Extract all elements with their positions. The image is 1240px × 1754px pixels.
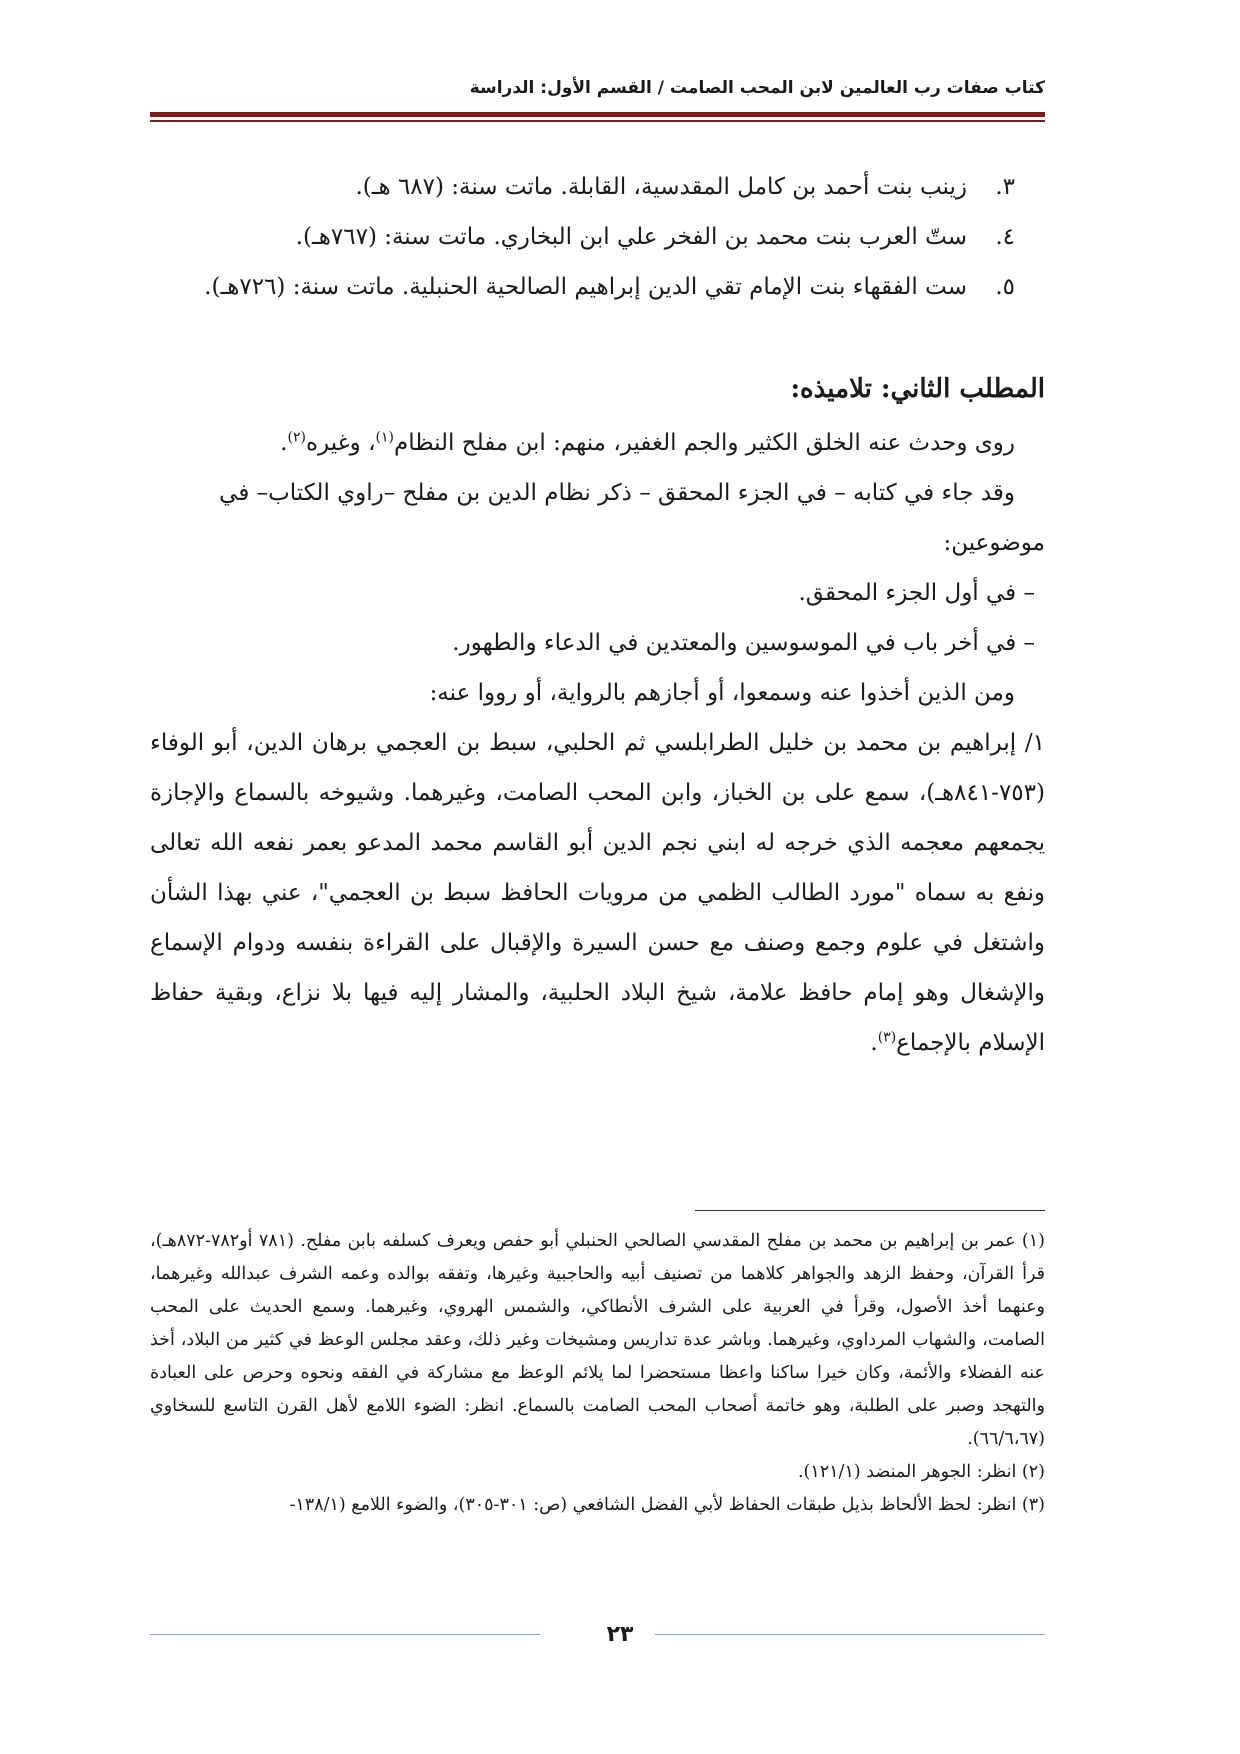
list-item-number: ٣. [995,174,1015,200]
running-header: كتاب صفات رب العالمين لابن المحب الصامت / القسم الأول: الدراسة [469,78,1045,98]
page-number: ٢٣ [606,1622,634,1647]
student-entry: ١/ إبراهيم بن محمد بن خليل الطرابلسي ثم الحلبي، سبط بن العجمي برهان الدين، أبو الوفاء (٧٥٣-٨٤١هـ)، سمع على بن الخباز، وابن المحب الصامت، وغيرهما. وشيوخه بالسماع والإجازة يجمعهم معجمه الذي خرجه له ابني نجم الدين أبو القاسم محمد المدعو بعمر نفعه الله تعالى ونفع به سماه "مورد الطالب الظمي من مرويات الحافظ سبط بن العجمي"، عني بهذا الشأن واشتغل في علوم وجمع وصنف مع حسن السيرة والإقبال على القراءة بنفسه ودوام الإسماع والإشغال وهو إمام حافظ علامة، شيخ البلاد الحلبية، والمشار إليه فيها بلا نزاع، وبقية حفاظ الإسلام بالإجماع$^{(٣)}$. [150,730,1045,1056]
header-rule-thin [150,120,1045,122]
footnote: (١) عمر بن إبراهيم بن محمد بن مفلح المقدسي الصالحي الحنبلي أبو حفص ويعرف كسلفه بابن مفلح. (٧٨١ أو٧٨٢-٨٧٢هـ)، قرأ القرآن، وحفظ الزهد والجواهر كلاهما من تصنيف أبيه والحاجبية وغيرها، وتفقه بوالده وعمه الشرف عبدالله وغيرهما، وعنهما أخذ الأصول، وقرأ في العربية على الشرف الأنطاكي، والشمس الهروي، وغيرهما. وسمع الحديث على المحب الصامت، والشهاب المرداوي، وغيرهما. وباشر عدة تداريس ومشيخات وغير ذلك، وعقد مجلس الوعظ في كثير من البلاد، أخذ عنه الفضلاء والأئمة، وكان خيرا ساكنا واعظا مستحضرا لما يلائم الوعظ مع مشاركة في الفقه ونحوه وحرص على العبادة والتهجد وصبر على الطلبة، وهو خاتمة أصحاب المحب الصامت بالسماع. انظر: الضوء اللامع لأهل القرن التاسع للسخاوي (٦٦/٦،٦٧). [150,1231,1045,1449]
list-item-text: ست الفقهاء بنت الإمام تقي الدين إبراهيم الصالحية الحنبلية. ماتت سنة: (٧٢٦هـ). [204,274,967,300]
footnote: (٣) انظر: لحظ الألحاظ بذيل طبقات الحفاظ لأبي الفضل الشافعي (ص: ٣٠١-٣٠٥)، والضوء اللامع (١٣٨/١- [289,1495,1045,1515]
list-item-number: ٤. [995,224,1015,250]
list-item-number: ٥. [995,274,1015,300]
footnotes [150,1225,1045,1522]
footnote-ref[interactable]: (١) [375,429,394,446]
paragraph-line: وقد جاء في كتابه – في الجزء المحقق – ذكر نظام الدين بن مفلح –راوي الكتاب– في [219,480,1015,506]
footnote-ref[interactable]: (٢) [287,429,306,446]
paragraph-line: موضوعين: [943,530,1045,556]
footnote-separator [695,1210,1045,1211]
list-item [150,262,1045,312]
list-item-text: ستّ العرب بنت محمد بن الفخر علي ابن البخاري. ماتت سنة: (٧٦٧هـ). [295,224,967,250]
section-heading: المطلب الثاني: تلاميذه: [790,374,1045,404]
list-item-text: زينب بنت أحمد بن كامل المقدسية، القابلة. ماتت سنة: (٦٨٧ هـ). [355,174,967,200]
dash-list-item: – في أول الجزء المحقق. [798,580,1035,606]
footnote-ref[interactable]: (٣) [877,1029,897,1046]
list-item [150,162,1045,212]
header-rule-thick [150,112,1045,117]
main-text [150,162,1045,1068]
dash-list-item: – في أخر باب في الموسوسين والمعتدين في الدعاء والطهور. [452,630,1035,656]
list-item [150,212,1045,262]
footnote: (٢) انظر: الجوهر المنضد (١٢١/١). [797,1462,1045,1482]
intro-paragraph: روى وحدث عنه الخلق الكثير والجم الغفير، منهم: ابن مفلح النظام$^{(١)}$، وغيره$^{(٢)}$. [280,429,1015,456]
paragraph-line: ومن الذين أخذوا عنه وسمعوا، أو أجازهم بالرواية، أو رووا عنه: [429,680,1015,706]
